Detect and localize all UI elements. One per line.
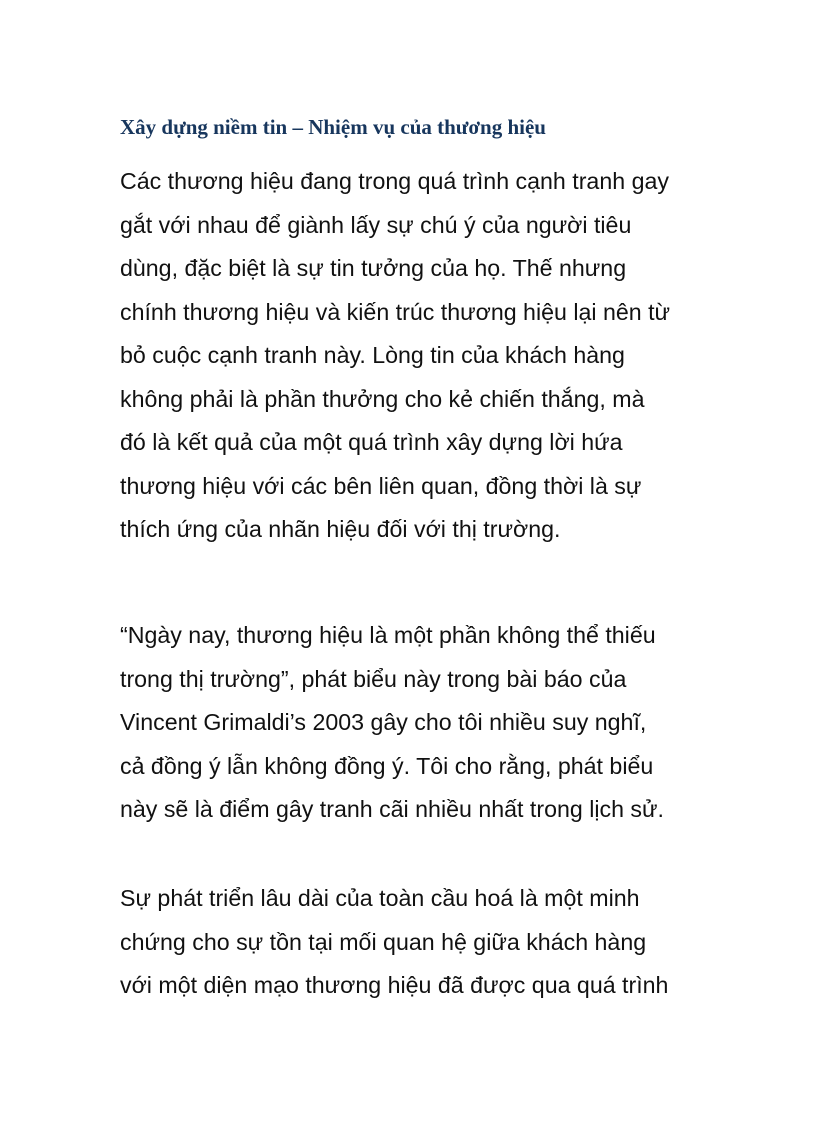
text-line: với một diện mạo thương hiệu đã được qua quá trình: [120, 972, 669, 998]
paragraph-3: [120, 877, 668, 1008]
text-line: dùng, đặc biệt là sự tin tưởng của họ. Thế nhưng: [120, 255, 627, 281]
text-line: Các thương hiệu đang trong quá trình cạnh tranh gay: [120, 168, 669, 194]
text-line: thích ứng của nhãn hiệu đối với thị trường.: [120, 516, 561, 542]
paragraph-2: [120, 614, 664, 832]
text-line: này sẽ là điểm gây tranh cãi nhiều nhất trong lịch sử.: [120, 796, 664, 822]
text-line: gắt với nhau để giành lấy sự chú ý của người tiêu: [120, 211, 632, 238]
text-line: Sự phát triển lâu dài của toàn cầu hoá là một minh: [120, 885, 640, 911]
text-line: cả đồng ý lẫn không đồng ý. Tôi cho rằng, phát biểu: [120, 752, 654, 779]
text-line: đó là kết quả của một quá trình xây dựng lời hứa: [120, 429, 623, 455]
text-line: chứng cho sự tồn tại mối quan hệ giữa khách hàng: [120, 928, 647, 955]
section-heading: Xây dựng niềm tin – Nhiệm vụ của thương hiệu: [120, 115, 546, 139]
text-line: chính thương hiệu và kiến trúc thương hiệu lại nên từ: [120, 298, 671, 325]
text-line: bỏ cuộc cạnh tranh này. Lòng tin của khách hàng: [120, 342, 625, 368]
text-line: thương hiệu với các bên liên quan, đồng thời là sự: [120, 472, 642, 499]
text-line: không phải là phần thưởng cho kẻ chiến thắng, mà: [120, 385, 645, 412]
text-line: trong thị trường”, phát biểu này trong bài báo của: [120, 665, 627, 692]
paragraph-1: [120, 160, 670, 552]
text-line: Vincent Grimaldi’s 2003 gây cho tôi nhiều suy nghĩ,: [120, 709, 647, 735]
text-line: “Ngày nay, thương hiệu là một phần không thể thiếu: [120, 622, 656, 648]
